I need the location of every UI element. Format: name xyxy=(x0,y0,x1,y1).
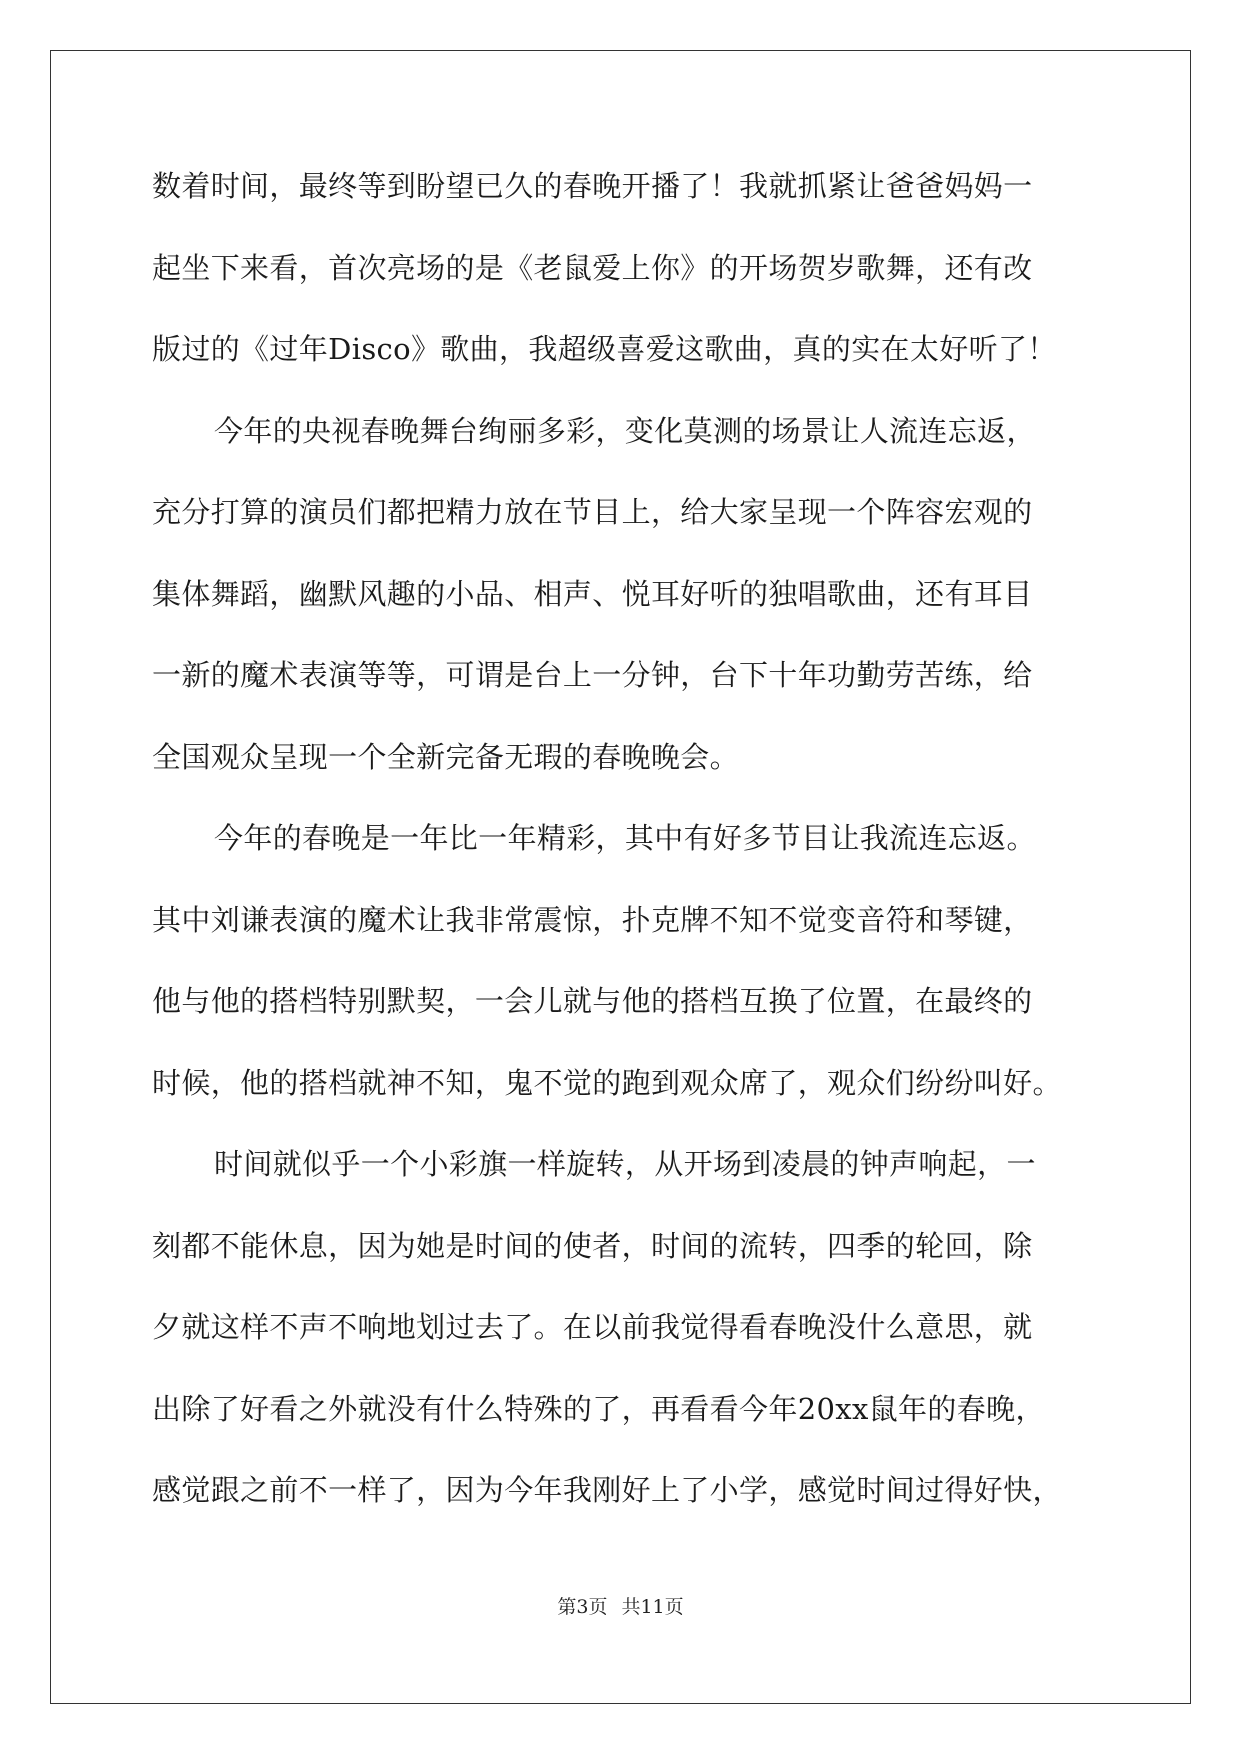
page-footer xyxy=(0,1592,1241,1619)
text-line: 时候，他的搭档就神不知，鬼不觉的跑到观众席了，观众们纷纷叫好。 xyxy=(152,1065,1062,1100)
text-line: 今年的央视春晚舞台绚丽多彩，变化莫测的场景让人流连忘返， xyxy=(214,413,1036,448)
text-line: 集体舞蹈，幽默风趣的小品、相声、悦耳好听的独唱歌曲，还有耳目 xyxy=(152,576,1033,611)
text-line: 其中刘谦表演的魔术让我非常震惊，扑克牌不知不觉变音符和琴键， xyxy=(152,902,1033,937)
text-line: 感觉跟之前不一样了，因为今年我刚好上了小学，感觉时间过得好快， xyxy=(152,1473,1062,1507)
page-total: 共11页 xyxy=(621,1596,684,1618)
document-body xyxy=(152,146,1092,1532)
text-line: 今年的春晚是一年比一年精彩，其中有好多节目让我流连忘返。 xyxy=(214,821,1036,855)
text-line: 出除了好看之外就没有什么特殊的了，再看看今年20xx鼠年的春晚， xyxy=(152,1391,1045,1426)
text-line: 全国观众呈现一个全新完备无瑕的春晚晚会。 xyxy=(152,739,740,774)
text-line: 充分打算的演员们都把精力放在节目上，给大家呈现一个阵容宏观的 xyxy=(152,495,1033,529)
text-line: 版过的《过年Disco》歌曲，我超级喜爱这歌曲，真的实在太好听了！ xyxy=(152,332,1057,366)
text-line: 时间就似乎一个小彩旗一样旋转，从开场到凌晨的钟声响起，一 xyxy=(214,1147,1036,1181)
text-line: 夕就这样不声不响地划过去了。在以前我觉得看春晚没什么意思，就 xyxy=(152,1310,1033,1344)
text-line: 刻都不能休息，因为她是时间的使者，时间的流转，四季的轮回，除 xyxy=(152,1228,1033,1263)
text-line: 他与他的搭档特别默契，一会儿就与他的搭档互换了位置，在最终的 xyxy=(152,984,1033,1018)
page-number: 第3页 xyxy=(557,1596,608,1618)
text-line: 起坐下来看，首次亮场的是《老鼠爱上你》的开场贺岁歌舞，还有改 xyxy=(152,250,1033,285)
text-line: 数着时间，最终等到盼望已久的春晚开播了！我就抓紧让爸爸妈妈一 xyxy=(152,169,1033,203)
text-line: 一新的魔术表演等等，可谓是台上一分钟，台下十年功勤劳苦练，给 xyxy=(152,658,1033,692)
